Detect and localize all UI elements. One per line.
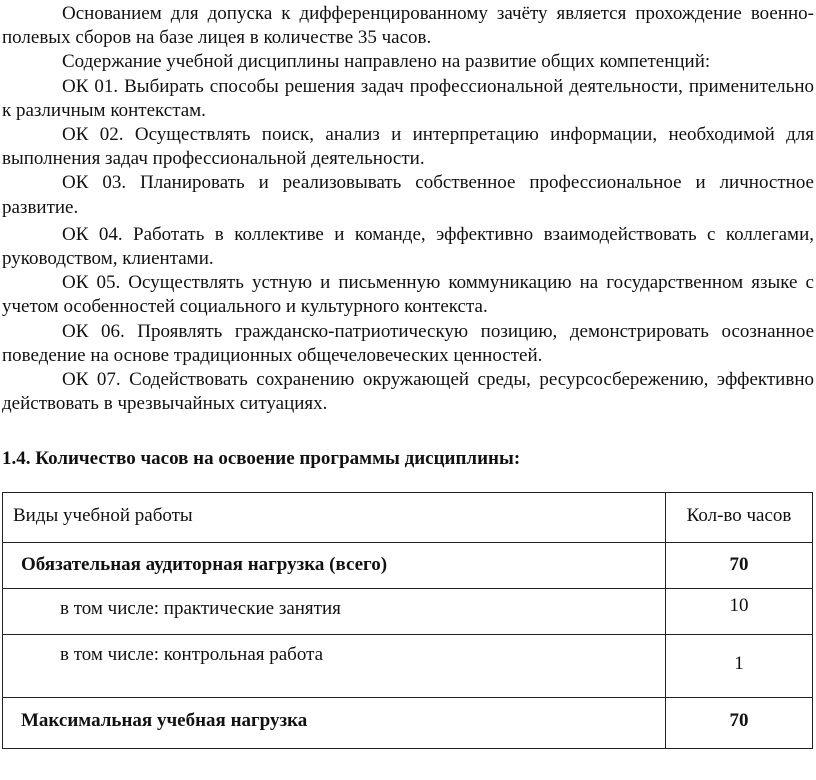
- paragraph-admission: Основанием для допуска к дифференцированному зачёту является прохождение военно- полевых сборов на базе лицея в количестве 35 часов.: [2, 3, 814, 49]
- table-row: [3, 543, 813, 589]
- row-type-cell: в том числе: практические занятия: [3, 589, 666, 635]
- table-header-row: [3, 493, 813, 543]
- row-type-cell: в том числе: контрольная работа: [3, 635, 666, 698]
- row-type-cell: Максимальная учебная нагрузка: [3, 698, 666, 749]
- paragraph-ok-02: ОК 02. Осуществлять поиск, анализ и интерпретацию информации, необходимой для выполнения задач профессиональной деятельности.: [2, 124, 814, 170]
- table-row: [3, 589, 813, 635]
- paragraph-ok-05: ОК 05. Осуществлять устную и письменную коммуникацию на государственном языке с учетом особенностей социального и культурного контекста.: [2, 272, 814, 318]
- row-hours-cell: 70: [666, 543, 813, 589]
- header-cell-hours: Кол-во часов: [666, 493, 813, 543]
- row-type-cell: Обязательная аудиторная нагрузка (всего): [3, 543, 666, 589]
- hours-table: [2, 492, 813, 749]
- paragraph-ok-03: ОК 03. Планировать и реализовывать собственное профессиональное и личностное развитие.: [2, 172, 814, 218]
- section-heading: 1.4. Количество часов на освоение программы дисциплины:: [2, 448, 521, 469]
- paragraph-ok-04: ОК 04. Работать в коллективе и команде, эффективно взаимодействовать с коллегами, руководством, клиентами.: [2, 223, 814, 270]
- paragraph-ok-06: ОК 06. Проявлять гражданско-патриотическую позицию, демонстрировать осознанное поведение на основе традиционных общечеловеческих ценностей.: [2, 320, 814, 366]
- table-row: [3, 635, 813, 698]
- row-hours-cell: 1: [666, 635, 813, 698]
- paragraph-ok-07: ОК 07. Содействовать сохранению окружающей среды, ресурсосбережению, эффективно действовать в чрезвычайных ситуациях.: [2, 369, 814, 415]
- header-cell-type: Виды учебной работы: [3, 493, 666, 543]
- paragraph-ok-01: ОК 01. Выбирать способы решения задач профессиональной деятельности, применительно к различным контекстам.: [2, 75, 814, 121]
- table-row: [3, 698, 813, 749]
- paragraph-competencies-intro: Содержание учебной дисциплины направлено на развитие общих компетенций:: [62, 51, 711, 73]
- row-hours-cell: 70: [666, 698, 813, 749]
- competencies-text: [2, 2, 814, 416]
- row-hours-cell: 10: [666, 589, 813, 635]
